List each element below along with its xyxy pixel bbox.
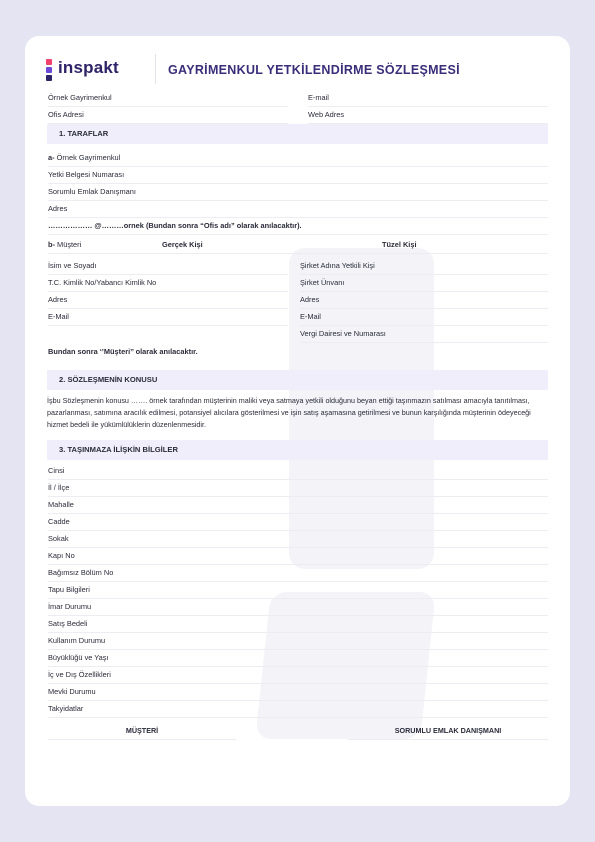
field-company-address: Adres	[300, 293, 548, 309]
signature-customer: MÜŞTERİ	[48, 724, 236, 740]
header-divider	[155, 54, 156, 84]
property-field-encumbrances: Takyidatlar	[48, 702, 548, 718]
section-header-property: 3. TAŞINMAZA İLİŞKİN BİLGİLER	[47, 440, 548, 460]
property-field-price: Satış Bedeli	[48, 617, 548, 633]
field-party-a-address: Adres	[48, 202, 548, 218]
field-web-address: Web Adres	[308, 108, 548, 124]
party-a-row: a- Örnek Gayrimenkul	[48, 151, 548, 167]
field-company-email: E-Mail	[300, 310, 548, 326]
property-field-type: Cinsi	[48, 464, 548, 480]
field-responsible-agent: Sorumlu Emlak Danışmanı	[48, 185, 548, 201]
page-title: GAYRİMENKUL YETKİLENDİRME SÖZLEŞMESİ	[168, 63, 460, 77]
property-field-location: Mevki Durumu	[48, 685, 548, 701]
property-field-city: İl / İlçe	[48, 481, 548, 497]
property-field-neighborhood: Mahalle	[48, 498, 548, 514]
party-b-note: Bundan sonra ‘’Müşteri’’ olarak anılacaktır.	[48, 347, 198, 356]
field-tax-office: Vergi Dairesi ve Numarası	[300, 327, 548, 343]
property-field-unit-no: Bağımsız Bölüm No	[48, 566, 548, 582]
signature-agent: SORUMLU EMLAK DANIŞMANI	[348, 724, 548, 740]
party-b-row: b- Müşteri	[48, 238, 548, 254]
property-field-deed: Tapu Bilgileri	[48, 583, 548, 599]
column-legal-entity: Tüzel Kişi	[382, 240, 417, 249]
column-real-person: Gerçek Kişi	[162, 240, 203, 249]
field-full-name: İsim ve Soyadı	[48, 259, 288, 275]
field-license-number: Yetki Belgesi Numarası	[48, 168, 548, 184]
property-field-usage: Kullanım Durumu	[48, 634, 548, 650]
field-id-number: T.C. Kimlik No/Yabancı Kimlik No	[48, 276, 288, 292]
property-field-size-age: Büyüklüğü ve Yaşı	[48, 651, 548, 667]
property-field-features: İç ve Dış Özellikleri	[48, 668, 548, 684]
property-field-street: Sokak	[48, 532, 548, 548]
field-person-email: E-Mail	[48, 310, 288, 326]
subject-paragraph: İşbu Sözleşmenin konusu ……. örnek tarafından müşterinin maliki veya satmaya yetkili olduğunu beyan ettiği taşınmazın satılması amacıyla tanıtılması, pazarlanması, satımına aracılık edilmesi, potansiyel alıcılara gösterilmesi ve işin satış aşamasına getirilmesi ve bunun karşılığında müşterinin ödeyeceği hizmet bedeli ile yükümlülüklerin düzenlenmesidir.	[47, 396, 531, 429]
section-header-subject: 2. SÖZLEŞMENİN KONUSU	[47, 370, 548, 390]
party-a-note: ……………… @………ornek (Bundan sonra “Ofis adı” olarak anılacaktır).	[48, 219, 548, 235]
property-field-door-no: Kapı No	[48, 549, 548, 565]
field-office-address: Ofis Adresi	[48, 108, 288, 124]
section-header-parties: 1. TARAFLAR	[47, 124, 548, 144]
logo-text: inspakt	[58, 58, 119, 77]
inspakt-logo-icon	[46, 59, 52, 81]
field-authorized-person: Şirket Adına Yetkili Kişi	[300, 259, 548, 275]
property-field-zoning: İmar Durumu	[48, 600, 548, 616]
field-person-address: Adres	[48, 293, 288, 309]
document-header	[46, 56, 546, 84]
field-company-name: Örnek Gayrimenkul	[48, 91, 288, 107]
property-field-avenue: Cadde	[48, 515, 548, 531]
field-email: E-mail	[308, 91, 548, 107]
field-company-title: Şirket Ünvanı	[300, 276, 548, 292]
document-page	[25, 36, 570, 806]
